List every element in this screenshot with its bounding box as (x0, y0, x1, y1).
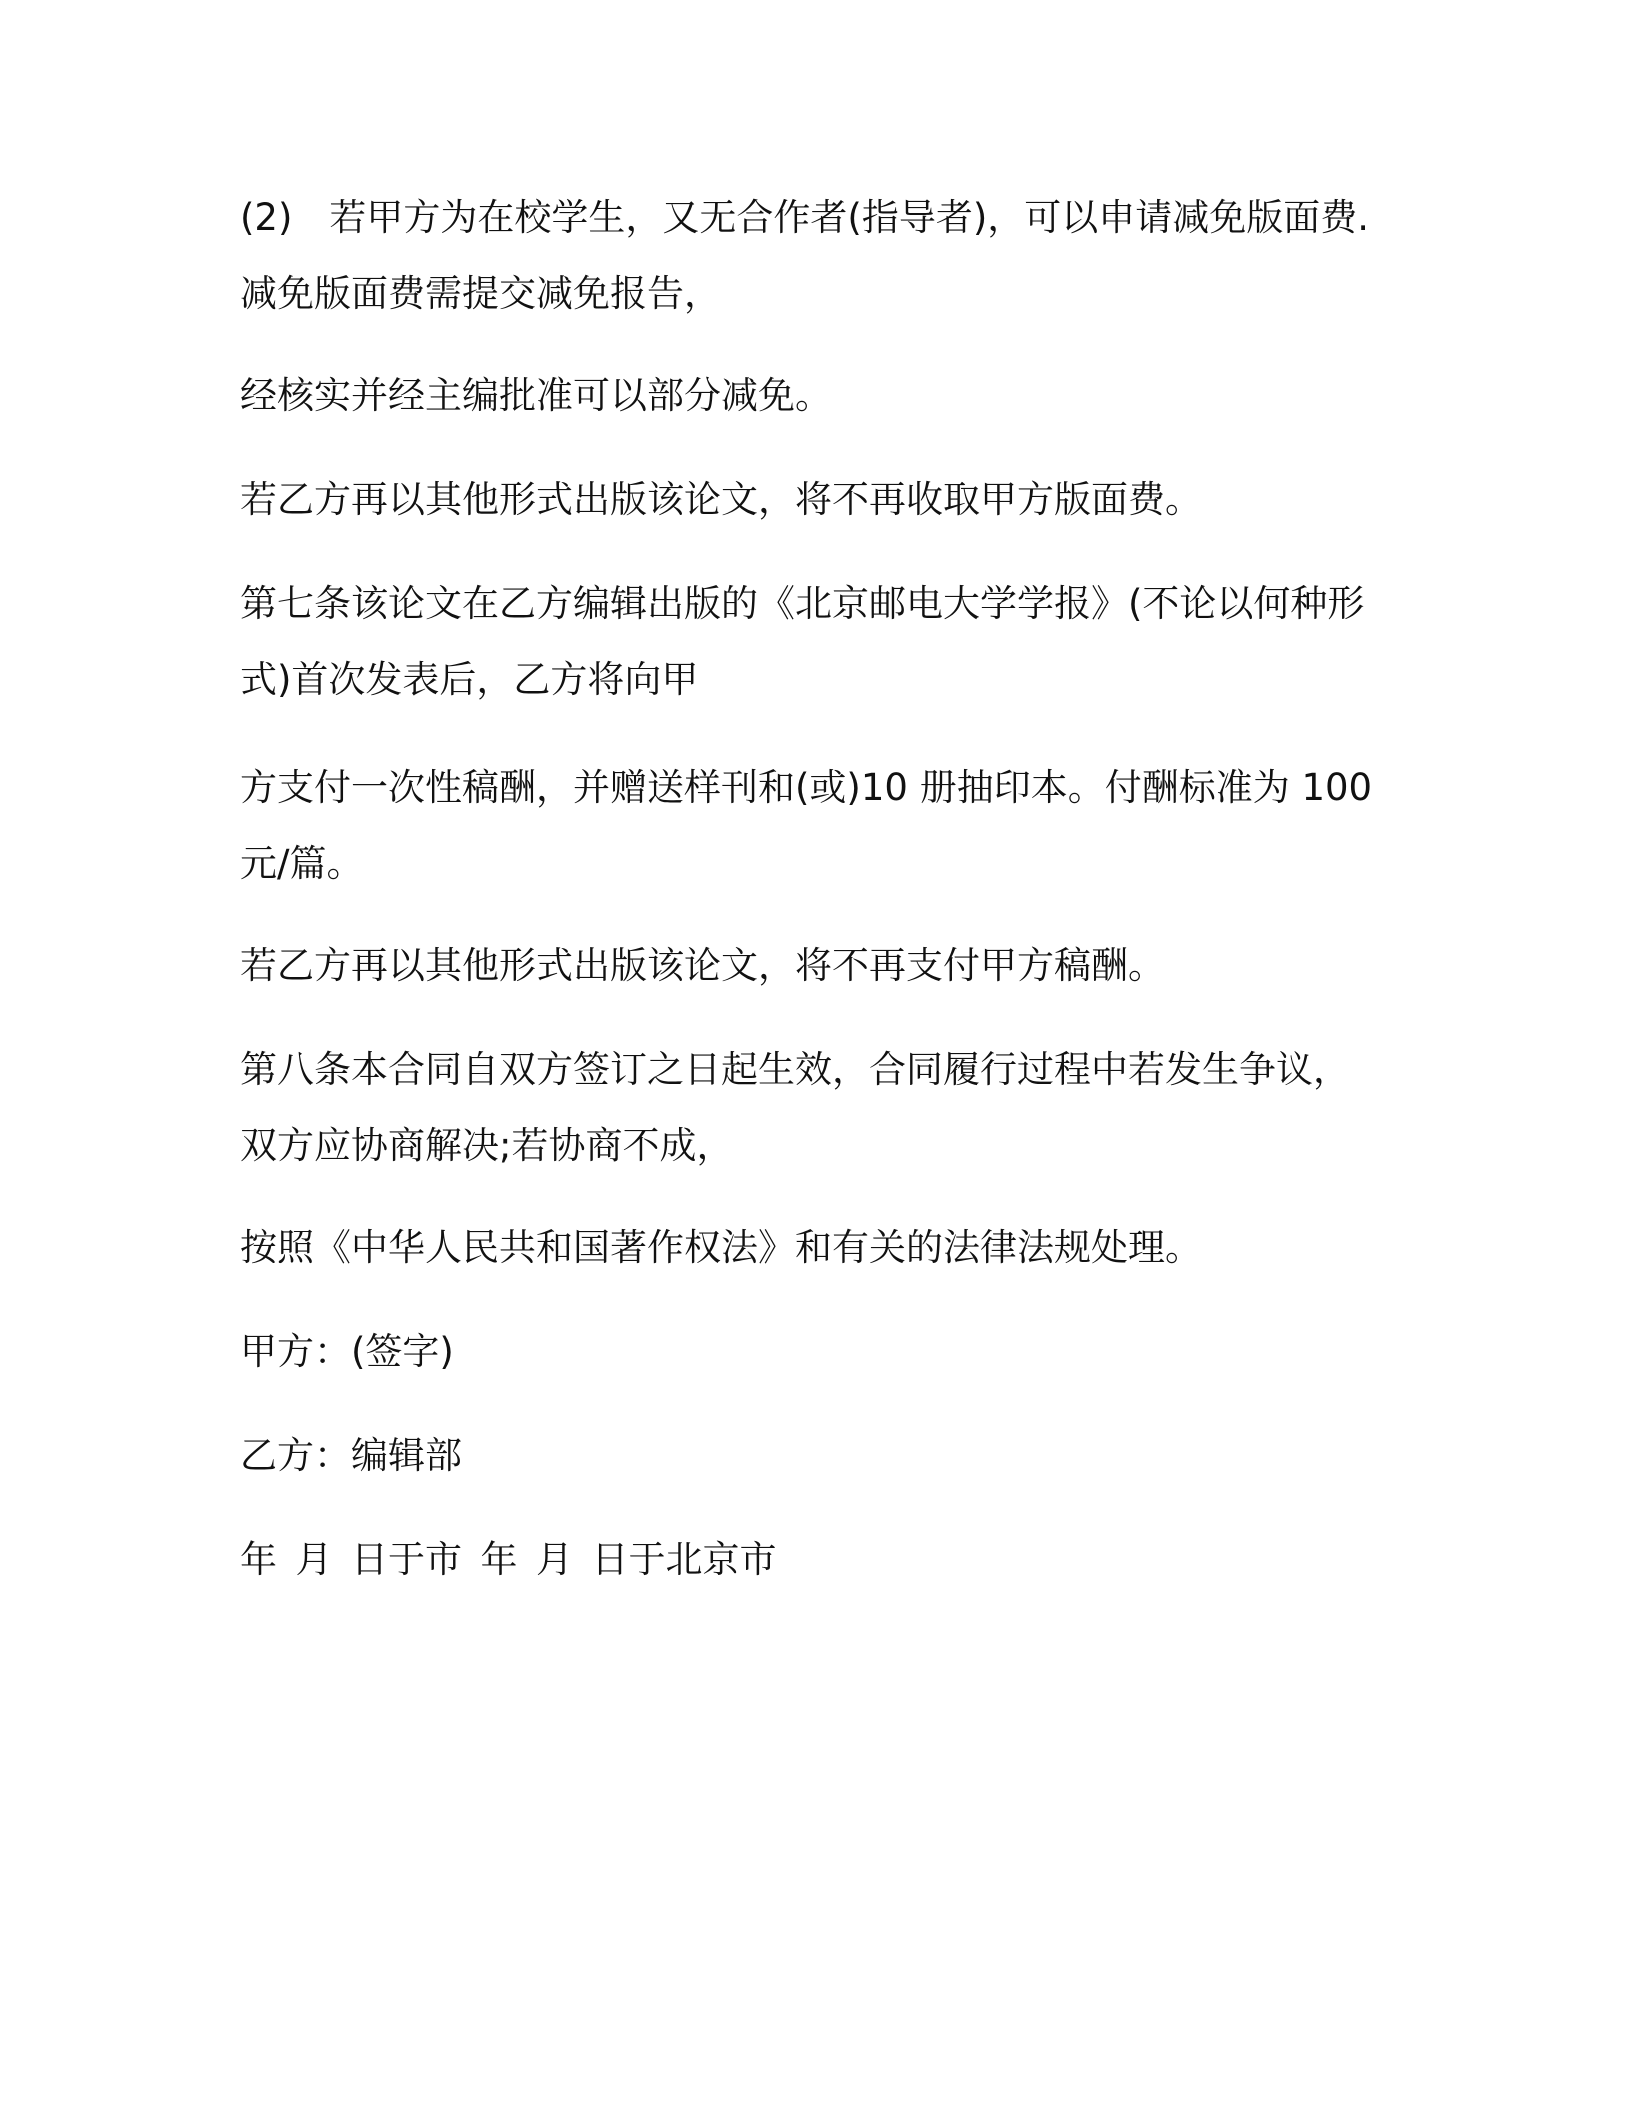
paragraph-royalty (240, 750, 1390, 902)
text-line: 第七条该论文在乙方编辑出版的《北京邮电大学学报》(不论以何种形 (240, 582, 1365, 625)
text-line: (2) 若甲方为在校学生，又无合作者(指导者)，可以申请减免版面费. (240, 196, 1370, 239)
paragraph-article-eight (240, 1032, 1390, 1184)
text-line: 式)首次发表后，乙方将向甲 (240, 658, 699, 701)
text-line: 方支付一次性稿酬，并赠送样刊和(或)10 册抽印本。付酬标准为 100 (240, 766, 1373, 809)
paragraph-article-seven (240, 566, 1390, 718)
text-line: 按照《中华人民共和国著作权法》和有关的法律法规处理。 (240, 1226, 1202, 1269)
paragraph-partial-reduction (240, 358, 1390, 434)
paragraph-no-fee-republish (240, 462, 1390, 538)
text-line: 经核实并经主编批准可以部分减免。 (240, 374, 832, 417)
text-line: 元/篇。 (240, 842, 364, 885)
text-line: 若乙方再以其他形式出版该论文，将不再支付甲方稿酬。 (240, 944, 1165, 987)
party-a-signature (240, 1314, 1390, 1390)
paragraph-fee-reduction (240, 180, 1390, 332)
paragraph-no-royalty-republish (240, 928, 1390, 1004)
text-line: 减免版面费需提交减免报告， (240, 272, 721, 315)
date-place-line (240, 1522, 1390, 1598)
paragraph-copyright-law (240, 1210, 1390, 1286)
text-line: 双方应协商解决;若协商不成， (240, 1124, 734, 1167)
text-line: 乙方：编辑部 (240, 1434, 462, 1477)
text-line: 第八条本合同自双方签订之日起生效，合同履行过程中若发生争议， (240, 1048, 1350, 1091)
text-line: 若乙方再以其他形式出版该论文，将不再收取甲方版面费。 (240, 478, 1202, 521)
party-b-signature (240, 1418, 1390, 1494)
text-line: 甲方：(签字) (240, 1330, 454, 1373)
text-line: 年 月 日于市 年 月 日于北京市 (240, 1538, 777, 1581)
